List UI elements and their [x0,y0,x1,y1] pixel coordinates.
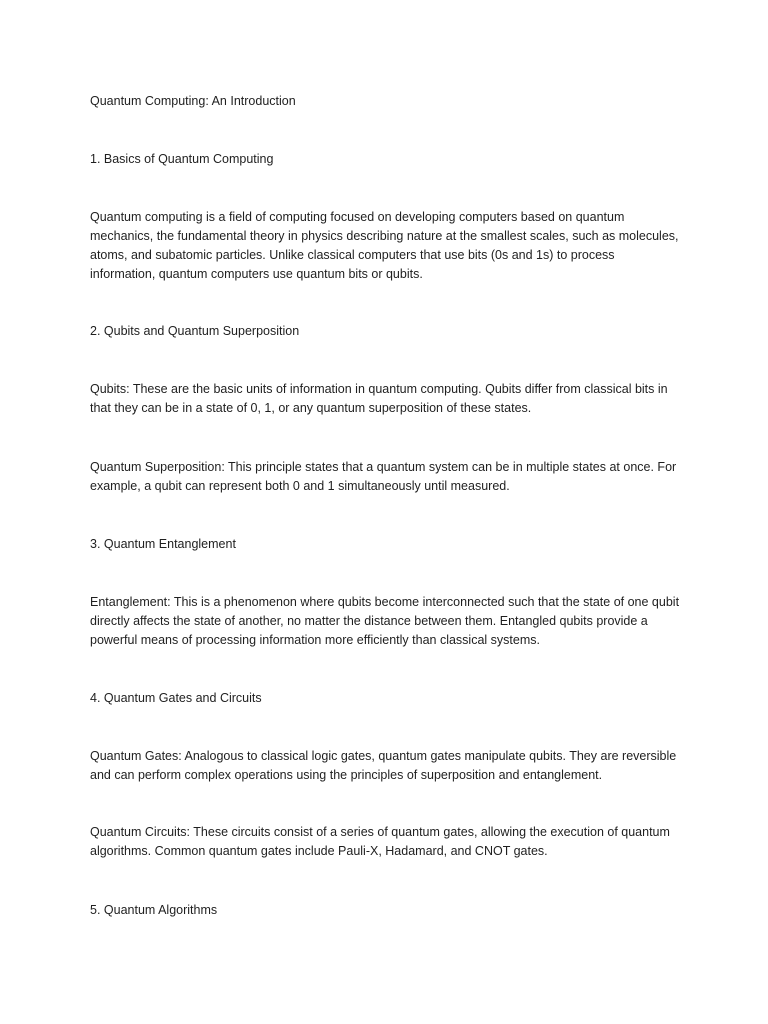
section-4-paragraph-1: Quantum Gates: Analogous to classical logic gates, quantum gates manipulate qubits. They are reversible and can perform complex operations using the principles of superposition and entanglement. [90,749,677,782]
section-heading-1: 1. Basics of Quantum Computing [90,152,274,166]
section-2-paragraph-2: Quantum Superposition: This principle states that a quantum system can be in multiple states at once. For example, a qubit can represent both 0 and 1 simultaneously until measured. [90,460,677,493]
document-title: Quantum Computing: An Introduction [90,94,296,108]
section-heading-4: 4. Quantum Gates and Circuits [90,691,262,705]
section-heading-5: 5. Quantum Algorithms [90,903,218,917]
section-4-paragraph-2: Quantum Circuits: These circuits consist of a series of quantum gates, allowing the execution of quantum algorithms. Common quantum gates include Pauli-X, Hadamard, and CNOT gates. [90,825,670,858]
section-1-paragraph-1: Quantum computing is a field of computing focused on developing computers based on quantum mechanics, the fundamental theory in physics describing nature at the smallest scales, such as molecules, atoms, and subatomic particles. Unlike classical computers that use bits (0s and 1s) to process information, quantum computers use quantum bits or qubits. [90,210,679,281]
section-heading-2: 2. Qubits and Quantum Superposition [90,324,300,338]
section-heading-3: 3. Quantum Entanglement [90,537,236,551]
section-3-paragraph-1: Entanglement: This is a phenomenon where qubits become interconnected such that the state of one qubit directly affects the state of another, no matter the distance between them. Entangled qubits provide a powerful means of processing information more efficiently than classical systems. [90,595,680,647]
section-2-paragraph-1: Qubits: These are the basic units of information in quantum computing. Qubits differ from classical bits in that they can be in a state of 0, 1, or any quantum superposition of these states. [90,382,668,415]
